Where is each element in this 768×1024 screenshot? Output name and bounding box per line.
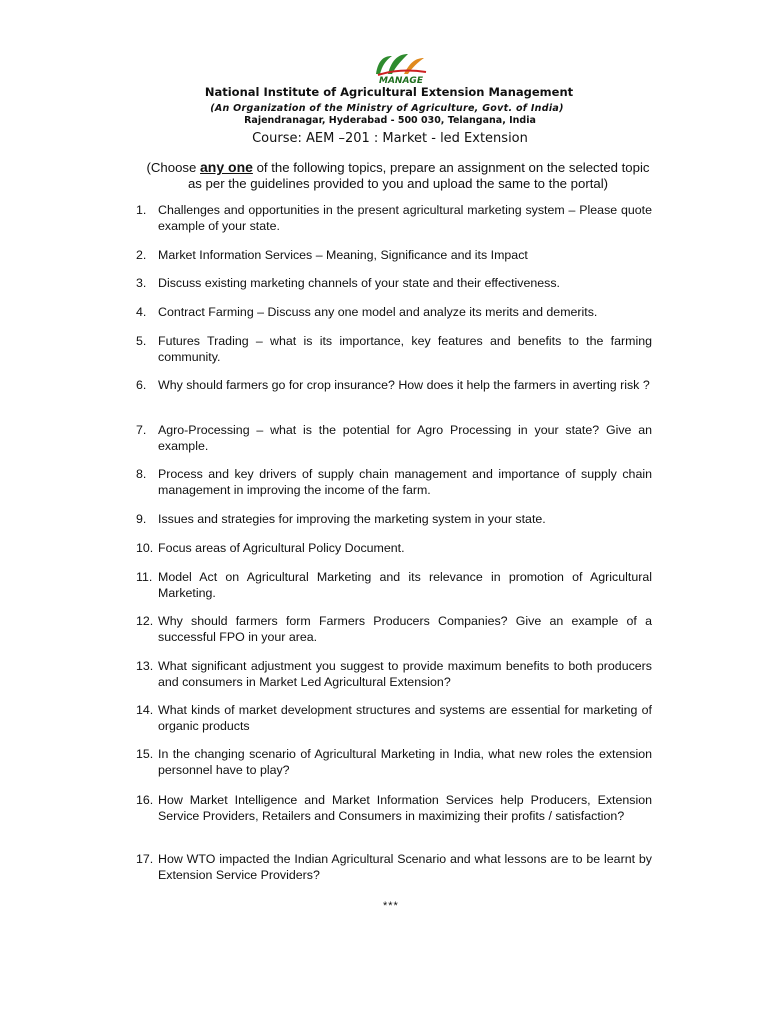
list-item — [136, 793, 652, 824]
item-text: Agro-Processing – what is the potential for Agro Processing in your state? Give an example. — [158, 423, 652, 453]
list-item — [136, 248, 652, 264]
list-item — [136, 659, 652, 690]
item-text: Why should farmers go for crop insurance? How does it help the farmers in averting risk ? — [158, 378, 650, 392]
item-number: 14. — [136, 703, 154, 717]
intro-after: of the following topics, prepare an assignment on the selected topic as per the guidelines provided to you and upload the same to the portal) — [187, 160, 650, 191]
list-item — [136, 334, 652, 365]
item-number: 10. — [136, 541, 154, 555]
item-number: 17. — [136, 852, 154, 866]
list-item — [136, 467, 652, 498]
item-number: 9. — [136, 512, 147, 526]
item-text: Issues and strategies for improving the marketing system in your state. — [158, 512, 546, 526]
item-text: Market Information Services – Meaning, Significance and its Impact — [158, 248, 528, 262]
list-item — [136, 203, 652, 234]
item-text: Contract Farming – Discuss any one model and analyze its merits and demerits. — [158, 305, 598, 319]
list-item — [136, 614, 652, 645]
item-number: 7. — [136, 423, 147, 437]
course-title: Course: AEM –201 : Market - led Extension — [252, 131, 528, 146]
item-text: In the changing scenario of Agricultural Marketing in India, what new roles the extension personnel have to play? — [158, 747, 652, 777]
institute-name: National Institute of Agricultural Extension Management — [204, 85, 574, 99]
list-item — [136, 570, 652, 601]
item-number: 13. — [136, 659, 154, 673]
list-item — [136, 541, 652, 557]
item-number: 1. — [136, 203, 147, 217]
intro-before: (Choose — [146, 160, 200, 175]
item-number: 11. — [136, 570, 153, 584]
item-text: Process and key drivers of supply chain management and importance of supply chain management in improving the income of the farm. — [158, 467, 652, 497]
item-number: 8. — [136, 467, 147, 481]
item-text: Discuss existing marketing channels of your state and their effectiveness. — [158, 276, 560, 290]
intro-emphasis: any one — [200, 159, 253, 175]
list-item — [136, 276, 652, 292]
document-header — [0, 85, 768, 146]
item-text: Futures Trading – what is its importance, key features and benefits to the farming community. — [158, 334, 652, 364]
item-text: How WTO impacted the Indian Agricultural Scenario and what lessons are to be learnt by Extension Service Providers? — [158, 852, 652, 882]
item-number: 12. — [136, 614, 154, 628]
address-line: Rajendranagar, Hyderabad - 500 030, Telangana, India — [244, 115, 536, 126]
list-item — [136, 423, 652, 454]
item-number: 6. — [136, 378, 147, 392]
item-number: 15. — [136, 747, 154, 761]
manage-logo — [370, 50, 432, 88]
item-number: 16. — [136, 793, 154, 807]
item-number: 3. — [136, 276, 147, 290]
logo-text: MANAGE — [379, 76, 423, 86]
list-item — [136, 305, 652, 321]
item-number: 2. — [136, 248, 147, 262]
organization-line: (An Organization of the Ministry of Agriculture, Govt. of India) — [210, 103, 564, 114]
item-text: What kinds of market development structures and systems are essential for marketing of organic products — [158, 703, 652, 733]
list-item — [136, 703, 652, 734]
list-item — [136, 378, 652, 394]
list-item — [136, 512, 652, 528]
item-text: Why should farmers form Farmers Producers Companies? Give an example of a successful FPO in your area. — [158, 614, 652, 644]
item-text: Challenges and opportunities in the present agricultural marketing system – Please quote example of your state. — [158, 203, 652, 233]
item-text: How Market Intelligence and Market Information Services help Producers, Extension Service Providers, Retailers and Consumers in maximizing their profits / satisfaction? — [158, 793, 652, 823]
item-text: What significant adjustment you suggest to provide maximum benefits to both producers and consumers in Market Led Agricultural Extension? — [158, 659, 652, 689]
item-text: Model Act on Agricultural Marketing and its relevance in promotion of Agricultural Marketing. — [158, 570, 652, 600]
list-item — [136, 747, 652, 778]
list-item — [136, 852, 652, 883]
item-number: 4. — [136, 305, 147, 319]
item-number: 5. — [136, 334, 147, 348]
instructions-paragraph — [138, 159, 658, 192]
logo-swoosh — [378, 71, 426, 75]
item-text: Focus areas of Agricultural Policy Document. — [158, 541, 405, 555]
end-mark: *** — [383, 900, 399, 912]
